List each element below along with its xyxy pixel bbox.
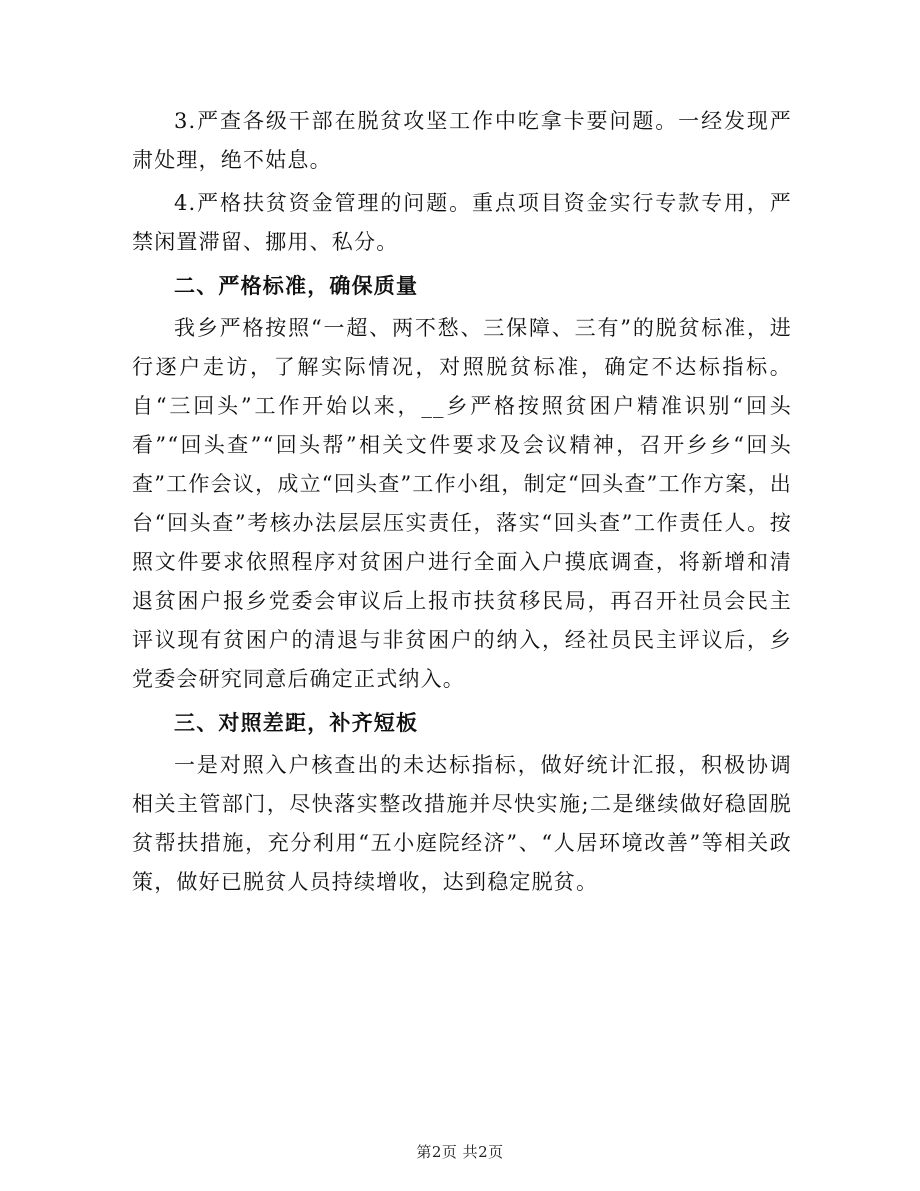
section-2-body: 我乡严格按照“一超、两不愁、三保障、三有”的脱贫标准，进行逐户走访，了解实际情况，对照脱贫标准，确定不达标指标。自“三回头”工作开始以来，__乡严格按照贫困户精准识别“回头看”“回头查”“回头帮”相关文件要求及会议精神，召开乡乡“回头查”工作会议，成立“回头查”工作小组，制定“回头查”工作方案，出台“回头查”考核办法层层压实责任，落实“回头查”工作责任人。按照文件要求依照程序对贫困户进行全面入户摸底调查，将新增和清退贫困户报乡党委会审议后上报市扶贫移民局，再召开社员会民主评议现有贫困户的清退与非贫困户的纳入，经社员民主评议后，乡党委会研究同意后确定正式纳入。 <box>132 316 792 691</box>
section-heading-3: 三、对照差距，补齐短板 <box>174 710 419 735</box>
section-heading-2: 二、严格标准，确保质量 <box>174 273 419 298</box>
paragraph-item-3: 3.严查各级干部在脱贫攻坚工作中吃拿卡要问题。一经发现严肃处理，绝不姑息。 <box>132 109 792 172</box>
paragraph-item-4: 4.严格扶贫资金管理的问题。重点项目资金实行专款专用，严禁闲置滞留、挪用、私分。 <box>132 191 792 254</box>
document-body <box>132 102 792 902</box>
section-3-body: 一是对照入户核查出的未达标指标，做好统计汇报，积极协调相关主管部门，尽快落实整改措施并尽快实施;二是继续做好稳固脱贫帮扶措施，充分利用“五小庭院经济”、“人居环境改善”等相关政策，做好已脱贫人员持续增收，达到稳定脱贫。 <box>132 753 792 894</box>
page-number-footer: 第2页 共2页 <box>416 1143 504 1161</box>
